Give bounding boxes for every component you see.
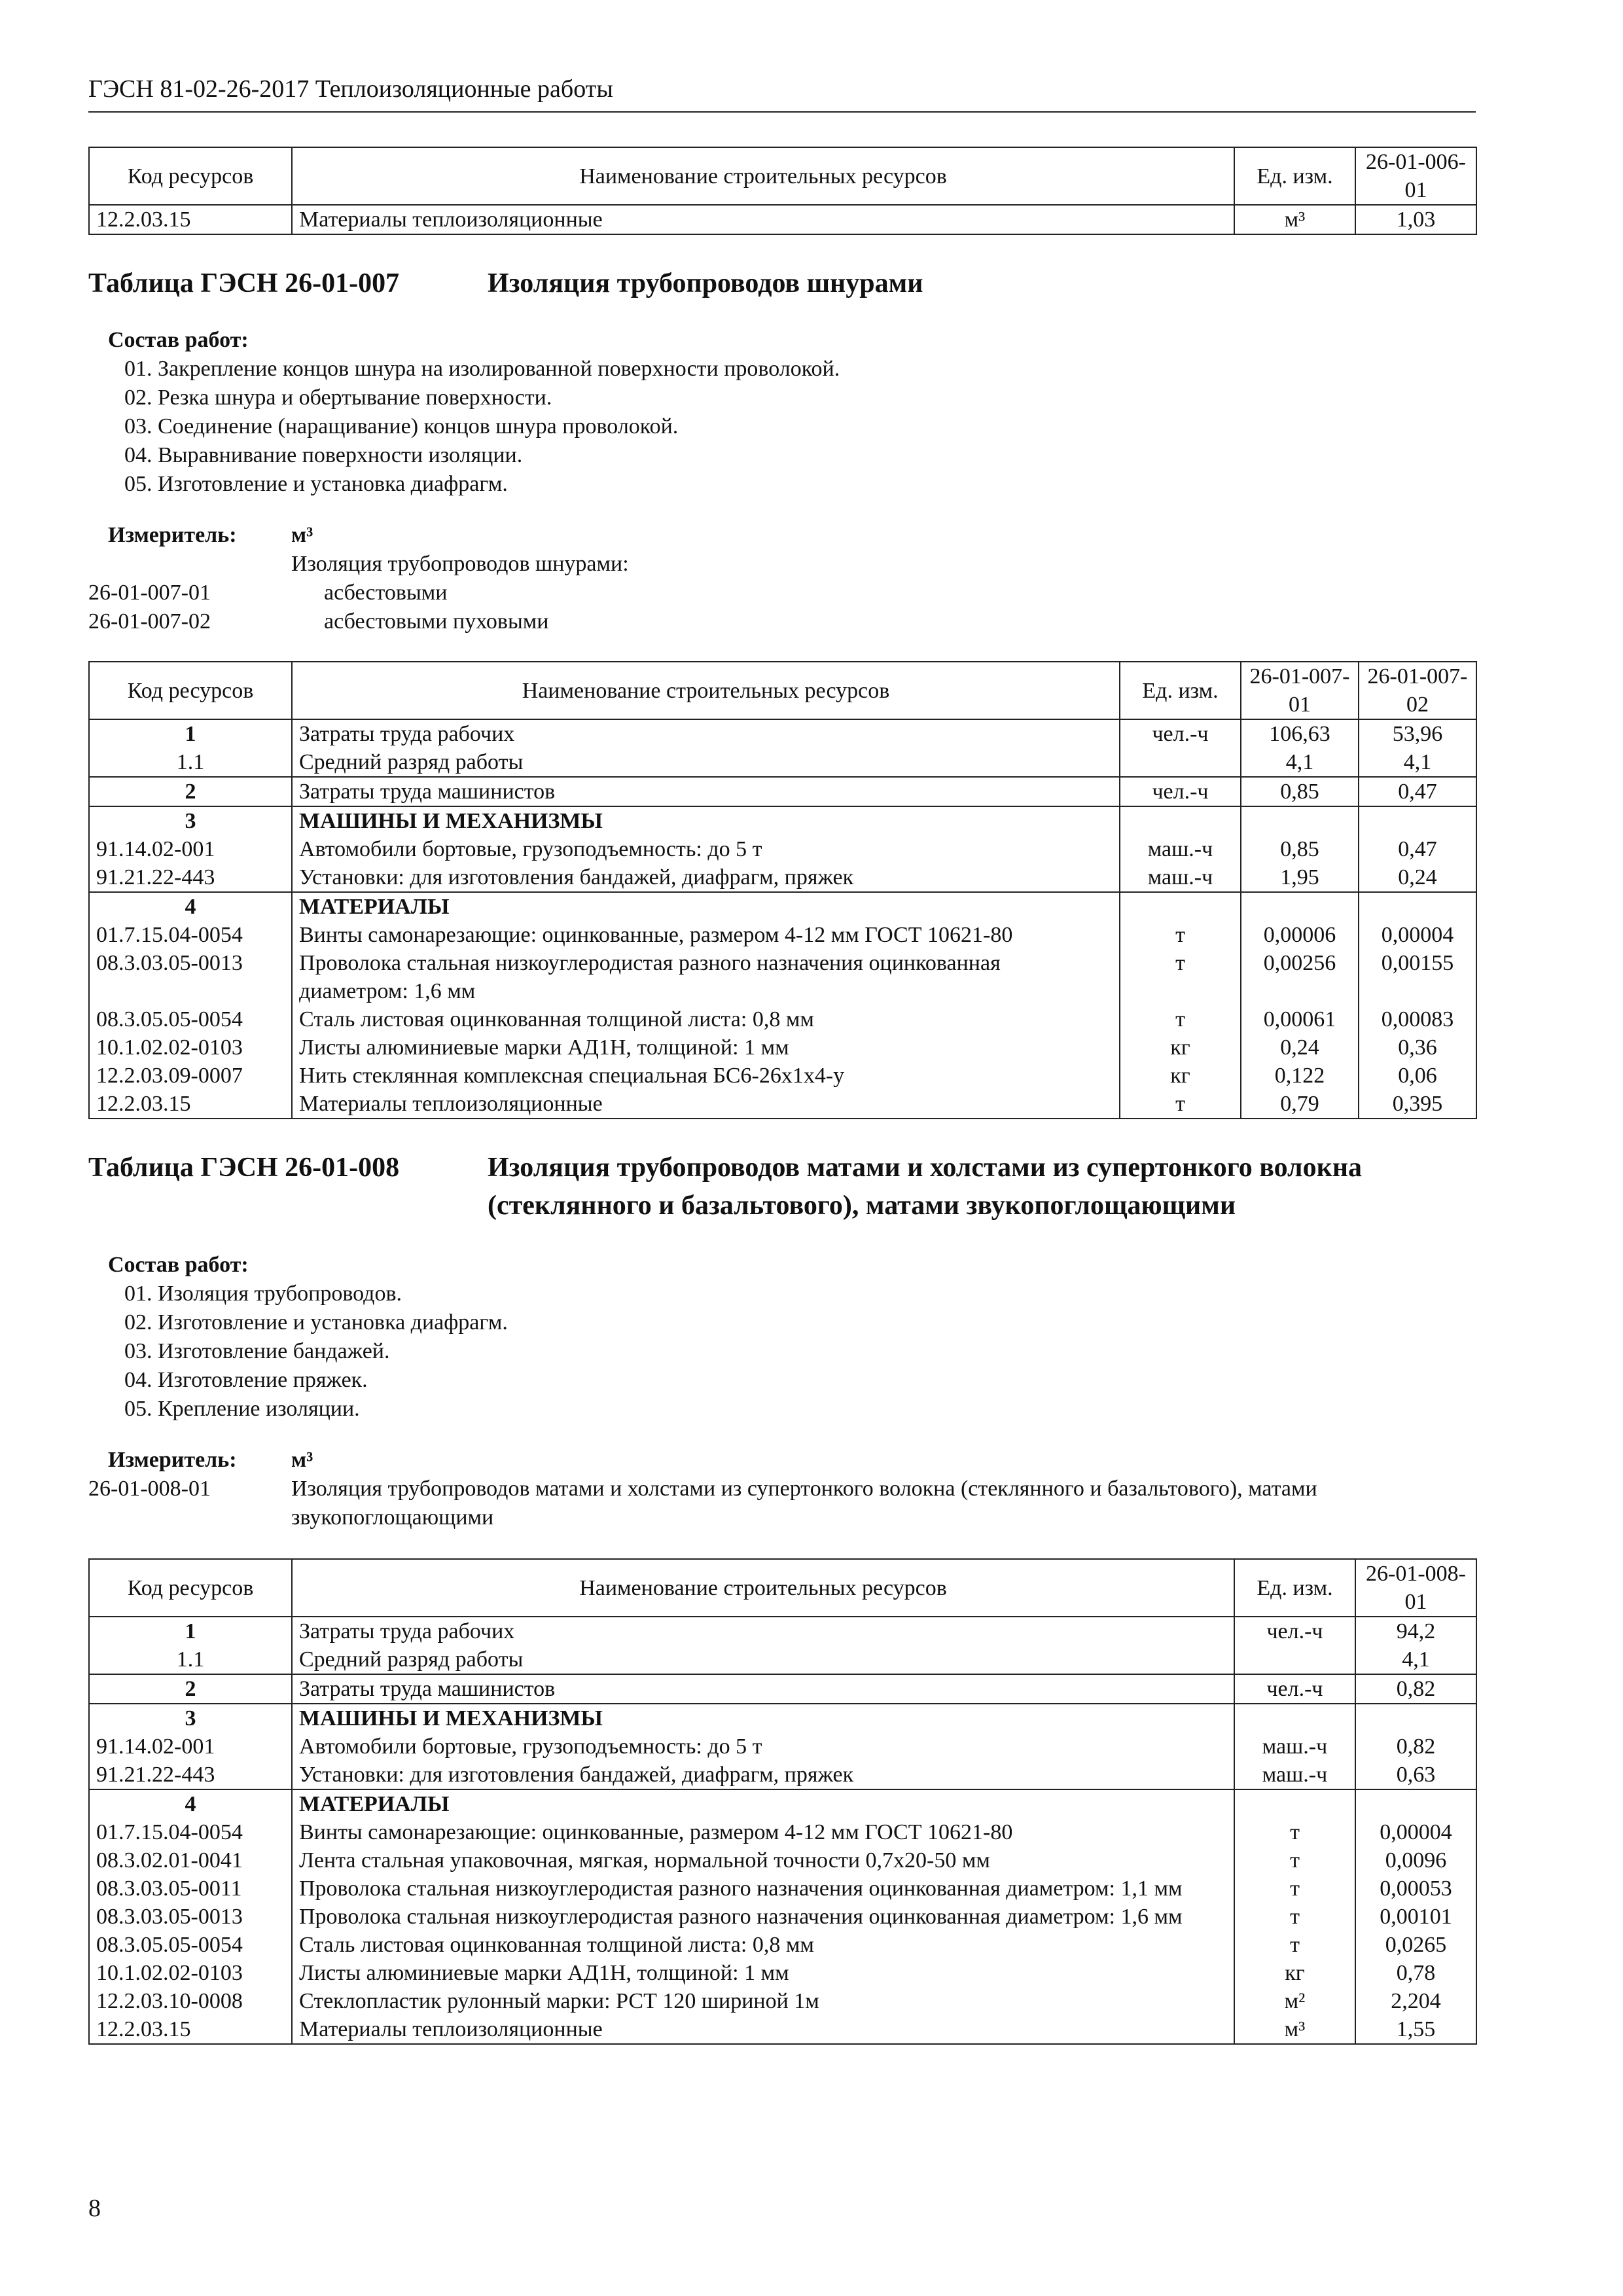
cell-value: 94,2 [1355, 1617, 1476, 1645]
cell-code: 1.1 [89, 1645, 292, 1674]
work-item: 02. Изготовление и установка диафрагм. [124, 1310, 508, 1335]
cell-code: 01.7.15.04-0054 [89, 921, 292, 949]
cell-unit [1120, 748, 1241, 777]
cell-code: 08.3.02.01-0041 [89, 1846, 292, 1874]
cell-unit: т [1234, 1903, 1355, 1931]
table-row [89, 2015, 1476, 2044]
cell-name: Проволока стальная низкоуглеродистая разного назначения оцинкованная диаметром: 1,6 мм [292, 1903, 1234, 1931]
resources-table-008 [88, 1558, 1477, 2045]
cell-name: Автомобили бортовые, грузоподъемность: до 5 т [292, 1732, 1234, 1761]
cell-code: 12.2.03.15 [89, 1090, 292, 1119]
col-header-value: 26-01-008-01 [1355, 1559, 1476, 1617]
cell-value: 0,0096 [1355, 1846, 1476, 1874]
meter-desc: Изоляция трубопроводов шнурами: [291, 552, 629, 576]
table-title-007 [88, 264, 1476, 302]
cell-value: 53,96 [1359, 719, 1476, 748]
meter-text: асбестовыми пуховыми [324, 609, 549, 634]
cell-value: 0,00004 [1355, 1818, 1476, 1846]
cell-code: 3 [89, 1704, 292, 1732]
cell-code: 4 [89, 1789, 292, 1818]
table-row [89, 949, 1476, 1005]
table-name: Изоляция трубопроводов шнурами [488, 268, 923, 298]
work-item: 02. Резка шнура и обертывание поверхности. [124, 386, 552, 410]
cell-value: 0,00155 [1359, 949, 1476, 1005]
cell-code: 91.14.02-001 [89, 1732, 292, 1761]
table-row [89, 892, 1476, 921]
work-item: 03. Изготовление бандажей. [124, 1339, 390, 1363]
cell-value: 0,00004 [1359, 921, 1476, 949]
cell-code: 1 [89, 1617, 292, 1645]
cell-value: 0,85 [1241, 835, 1359, 863]
cell-code: 1.1 [89, 748, 292, 777]
works-section-008 [88, 1251, 1476, 1424]
meter-label: Измеритель: [108, 523, 237, 547]
table-body [89, 1617, 1476, 2044]
cell-code: 91.21.22-443 [89, 1761, 292, 1789]
cell-value: 0,00101 [1355, 1903, 1476, 1931]
cell-name: Установки: для изготовления бандажей, диафрагм, пряжек [292, 863, 1120, 892]
table-row [89, 1931, 1476, 1959]
cell-name: Средний разряд работы [292, 1645, 1234, 1674]
cell-name: Винты самонарезающие: оцинкованные, размером 4-12 мм ГОСТ 10621-80 [292, 1818, 1234, 1846]
meter-section-008 [88, 1446, 1476, 1532]
table-row [89, 1789, 1476, 1818]
cell-value: 0,00061 [1241, 1005, 1359, 1033]
cell-value: 0,47 [1359, 835, 1476, 863]
cell-unit [1234, 1789, 1355, 1818]
table-body [89, 205, 1476, 234]
table-row [89, 1818, 1476, 1846]
table-row [89, 1903, 1476, 1931]
table-row [89, 1704, 1476, 1732]
cell-name: Проволока стальная низкоуглеродистая разного назначения оцинкованная диаметром: 1,1 мм [292, 1874, 1234, 1903]
cell-name: Установки: для изготовления бандажей, диафрагм, пряжек [292, 1761, 1234, 1789]
cell-value [1241, 892, 1359, 921]
cell-unit: маш.-ч [1234, 1732, 1355, 1761]
table-header-row [89, 147, 1476, 205]
cell-value: 0,06 [1359, 1062, 1476, 1090]
meter-code: 26-01-008-01 [88, 1477, 211, 1501]
cell-code: 12.2.03.10-0008 [89, 1987, 292, 2015]
works-section-007 [88, 326, 1476, 499]
col-header-value-2: 26-01-007-02 [1359, 662, 1476, 719]
cell-name: Материалы теплоизоляционные [292, 205, 1234, 234]
cell-name: МАТЕРИАЛЫ [292, 892, 1120, 921]
meter-text: асбестовыми [324, 581, 448, 605]
cell-value: 4,1 [1355, 1645, 1476, 1674]
cell-unit: т [1120, 921, 1241, 949]
page-content [88, 73, 1476, 2045]
cell-unit: т [1120, 1090, 1241, 1119]
meter-item [88, 1475, 1476, 1532]
running-header: ГЭСН 81-02-26-2017 Теплоизоляционные работы [88, 73, 1476, 113]
table-row [89, 205, 1476, 234]
col-header-name: Наименование строительных ресурсов [292, 147, 1234, 205]
cell-value: 2,204 [1355, 1987, 1476, 2015]
col-header-unit: Ед. изм. [1234, 1559, 1355, 1617]
cell-name: Затраты труда рабочих [292, 1617, 1234, 1645]
table-row [89, 1005, 1476, 1033]
cell-unit: чел.-ч [1120, 719, 1241, 748]
table-row [89, 1617, 1476, 1645]
cell-value: 0,00083 [1359, 1005, 1476, 1033]
col-header-unit: Ед. изм. [1234, 147, 1355, 205]
cell-value: 1,55 [1355, 2015, 1476, 2044]
work-item: 05. Крепление изоляции. [124, 1397, 360, 1421]
cell-code: 01.7.15.04-0054 [89, 1818, 292, 1846]
cell-unit: т [1234, 1846, 1355, 1874]
col-header-unit: Ед. изм. [1120, 662, 1241, 719]
table-row [89, 1846, 1476, 1874]
cell-unit: маш.-ч [1234, 1761, 1355, 1789]
col-header-code: Код ресурсов [89, 1559, 292, 1617]
table-row [89, 719, 1476, 748]
cell-value: 0,85 [1241, 777, 1359, 806]
cell-unit: чел.-ч [1234, 1617, 1355, 1645]
works-label: Состав работ: [108, 1253, 249, 1277]
table-row [89, 1761, 1476, 1789]
table-number: Таблица ГЭСН 26-01-007 [88, 268, 400, 298]
meter-code: 26-01-007-01 [88, 581, 211, 605]
cell-name: Материалы теплоизоляционные [292, 1090, 1120, 1119]
cell-name: Сталь листовая оцинкованная толщиной листа: 0,8 мм [292, 1931, 1234, 1959]
meter-item [88, 579, 1476, 607]
cell-name: МАШИНЫ И МЕХАНИЗМЫ [292, 1704, 1234, 1732]
cell-unit: кг [1120, 1062, 1241, 1090]
table-row [89, 1959, 1476, 1987]
cell-unit [1120, 892, 1241, 921]
table-row [89, 921, 1476, 949]
cell-code: 2 [89, 777, 292, 806]
works-list [88, 355, 1476, 499]
cell-code: 08.3.03.05-0013 [89, 1903, 292, 1931]
cell-value [1355, 1789, 1476, 1818]
cell-value: 106,63 [1241, 719, 1359, 748]
cell-code: 2 [89, 1674, 292, 1704]
cell-value: 0,63 [1355, 1761, 1476, 1789]
cell-value: 4,1 [1241, 748, 1359, 777]
cell-name: Стеклопластик рулонный марки: РСТ 120 шириной 1м [292, 1987, 1234, 2015]
cell-code: 08.3.03.05-0011 [89, 1874, 292, 1903]
cell-name: Проволока стальная низкоуглеродистая разного назначения оцинкованная диаметром: 1,6 мм [292, 949, 1120, 1005]
table-title-008 [88, 1149, 1476, 1225]
table-row [89, 1090, 1476, 1119]
table-row [89, 1732, 1476, 1761]
cell-name: Материалы теплоизоляционные [292, 2015, 1234, 2044]
cell-name: Нить стеклянная комплексная специальная БС6-26х1х4-у [292, 1062, 1120, 1090]
cell-unit: т [1234, 1818, 1355, 1846]
cell-name: Сталь листовая оцинкованная толщиной листа: 0,8 мм [292, 1005, 1120, 1033]
cell-name: Затраты труда машинистов [292, 777, 1120, 806]
table-number: Таблица ГЭСН 26-01-008 [88, 1153, 400, 1183]
meter-code: 26-01-007-02 [88, 609, 211, 634]
cell-unit [1234, 1645, 1355, 1674]
page-number: 8 [88, 2195, 101, 2222]
cell-name: Затраты труда машинистов [292, 1674, 1234, 1704]
cell-code: 91.21.22-443 [89, 863, 292, 892]
cell-unit: чел.-ч [1120, 777, 1241, 806]
cell-code: 3 [89, 806, 292, 835]
cell-name: Средний разряд работы [292, 748, 1120, 777]
col-header-name: Наименование строительных ресурсов [292, 662, 1120, 719]
meter-row [88, 521, 1476, 550]
col-header-code: Код ресурсов [89, 147, 292, 205]
table-row [89, 1874, 1476, 1903]
cell-value [1241, 806, 1359, 835]
cell-name: Автомобили бортовые, грузоподъемность: до 5 т [292, 835, 1120, 863]
cell-unit [1234, 1704, 1355, 1732]
cell-unit: кг [1234, 1959, 1355, 1987]
cell-code: 08.3.05.05-0054 [89, 1931, 292, 1959]
cell-unit: м² [1234, 1987, 1355, 2015]
meter-section-007 [88, 521, 1476, 636]
cell-name: Лента стальная упаковочная, мягкая, нормальной точности 0,7х20-50 мм [292, 1846, 1234, 1874]
table-header-row [89, 1559, 1476, 1617]
cell-unit: т [1120, 1005, 1241, 1033]
resources-table-007 [88, 661, 1477, 1119]
cell-value: 1,95 [1241, 863, 1359, 892]
cell-value: 0,0265 [1355, 1931, 1476, 1959]
work-item: 04. Изготовление пряжек. [124, 1368, 368, 1392]
cell-name: Винты самонарезающие: оцинкованные, размером 4-12 мм ГОСТ 10621-80 [292, 921, 1120, 949]
cell-unit [1120, 806, 1241, 835]
cell-value: 0,36 [1359, 1033, 1476, 1062]
cell-unit: кг [1120, 1033, 1241, 1062]
cell-unit: м³ [1234, 205, 1355, 234]
meter-items [88, 1475, 1476, 1532]
works-list [88, 1280, 1476, 1424]
meter-desc-row [88, 550, 1476, 579]
meter-label: Измеритель: [108, 1448, 237, 1472]
meter-unit: м³ [291, 1448, 313, 1472]
cell-unit: маш.-ч [1120, 835, 1241, 863]
col-header-code: Код ресурсов [89, 662, 292, 719]
resources-table-006 [88, 147, 1477, 235]
table-row [89, 748, 1476, 777]
meter-unit: м³ [291, 523, 313, 547]
cell-name: Затраты труда рабочих [292, 719, 1120, 748]
table-row [89, 863, 1476, 892]
work-item: 05. Изготовление и установка диафрагм. [124, 472, 508, 496]
cell-unit: маш.-ч [1120, 863, 1241, 892]
work-item: 04. Выравнивание поверхности изоляции. [124, 443, 523, 467]
table-row [89, 1987, 1476, 2015]
work-item: 01. Изоляция трубопроводов. [124, 1282, 402, 1306]
cell-unit: м³ [1234, 2015, 1355, 2044]
cell-code: 08.3.05.05-0054 [89, 1005, 292, 1033]
cell-value [1355, 1704, 1476, 1732]
cell-value: 0,122 [1241, 1062, 1359, 1090]
cell-value: 0,00006 [1241, 921, 1359, 949]
col-header-value-1: 26-01-007-01 [1241, 662, 1359, 719]
table-name: Изоляция трубопроводов матами и холстами из супертонкого волокна (стеклянного и базальтового), матами звукопоглощающими [488, 1153, 1363, 1221]
cell-name: МАТЕРИАЛЫ [292, 1789, 1234, 1818]
cell-code: 12.2.03.15 [89, 2015, 292, 2044]
cell-value [1359, 892, 1476, 921]
cell-name: МАШИНЫ И МЕХАНИЗМЫ [292, 806, 1120, 835]
cell-code: 4 [89, 892, 292, 921]
cell-name: Листы алюминиевые марки АД1Н, толщиной: 1 мм [292, 1959, 1234, 1987]
cell-value: 0,00053 [1355, 1874, 1476, 1903]
table-row [89, 1674, 1476, 1704]
cell-value: 0,24 [1241, 1033, 1359, 1062]
cell-name: Листы алюминиевые марки АД1Н, толщиной: 1 мм [292, 1033, 1120, 1062]
col-header-name: Наименование строительных ресурсов [292, 1559, 1234, 1617]
work-item: 03. Соединение (наращивание) концов шнура проволокой. [124, 414, 679, 439]
cell-code: 10.1.02.02-0103 [89, 1033, 292, 1062]
cell-code: 12.2.03.09-0007 [89, 1062, 292, 1090]
table-header-row [89, 662, 1476, 719]
meter-text: Изоляция трубопроводов матами и холстами из супертонкого волокна (стеклянного и базальтового), матами звукопоглощающими [291, 1477, 1317, 1530]
cell-unit: чел.-ч [1234, 1674, 1355, 1704]
cell-code: 91.14.02-001 [89, 835, 292, 863]
cell-code: 1 [89, 719, 292, 748]
cell-code: 10.1.02.02-0103 [89, 1959, 292, 1987]
cell-value: 0,82 [1355, 1674, 1476, 1704]
table-row [89, 1062, 1476, 1090]
cell-value [1359, 806, 1476, 835]
table-row [89, 1645, 1476, 1674]
cell-value: 0,82 [1355, 1732, 1476, 1761]
table-row [89, 835, 1476, 863]
meter-item [88, 607, 1476, 636]
cell-code: 08.3.03.05-0013 [89, 949, 292, 1005]
meter-row [88, 1446, 1476, 1475]
col-header-value: 26-01-006-01 [1355, 147, 1476, 205]
cell-value: 0,00256 [1241, 949, 1359, 1005]
table-body [89, 719, 1476, 1119]
table-row [89, 1033, 1476, 1062]
cell-value: 4,1 [1359, 748, 1476, 777]
cell-unit: т [1120, 949, 1241, 1005]
cell-value: 0,78 [1355, 1959, 1476, 1987]
cell-value: 0,395 [1359, 1090, 1476, 1119]
cell-code: 12.2.03.15 [89, 205, 292, 234]
works-label: Состав работ: [108, 328, 249, 352]
meter-items [88, 579, 1476, 636]
table-row [89, 777, 1476, 806]
cell-unit: т [1234, 1931, 1355, 1959]
cell-value: 0,47 [1359, 777, 1476, 806]
cell-unit: т [1234, 1874, 1355, 1903]
table-row [89, 806, 1476, 835]
cell-value: 0,24 [1359, 863, 1476, 892]
work-item: 01. Закрепление концов шнура на изолированной поверхности проволокой. [124, 357, 840, 381]
cell-value: 1,03 [1355, 205, 1476, 234]
cell-value: 0,79 [1241, 1090, 1359, 1119]
